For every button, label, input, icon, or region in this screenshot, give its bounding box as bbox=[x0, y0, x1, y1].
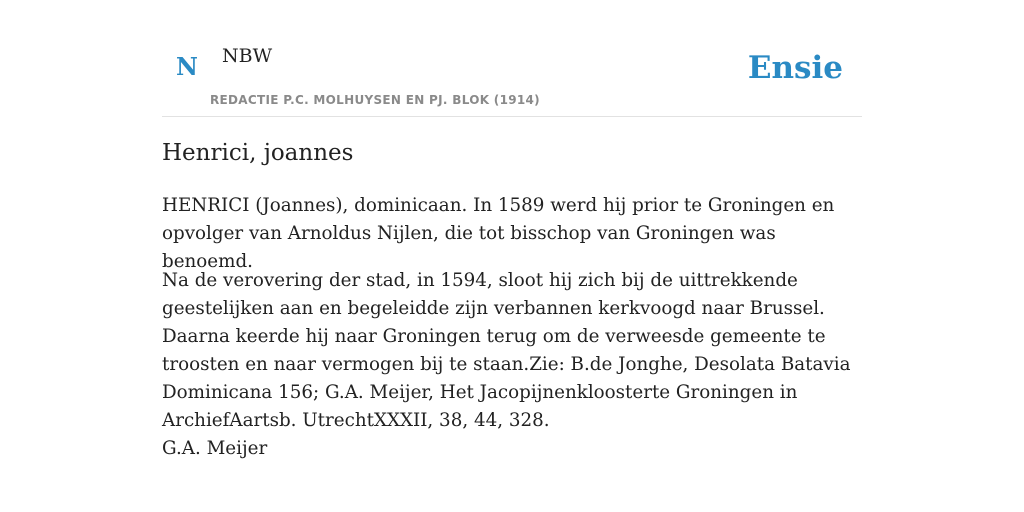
entry-paragraph: Na de verovering der stad, in 1594, sloot hij zich bij de uittrekkende geestelijken aan en begeleidde zijn verbannen kerkvoogd naar Brussel. Daarna keerde hij naar Groningen terug om de verweesde gemeente te troosten en naar vermogen bij te staan.Zie: B.de Jonghe, Desolata Batavia Dominicana 156; G.A. Meijer, Het Jacopijnenkloosterte Groningen in ArchiefAartsb. UtrechtXXXII, 38, 44, 328. bbox=[162, 270, 851, 431]
source-logo[interactable]: N bbox=[176, 52, 198, 81]
brand-logo-link[interactable]: Ensie bbox=[747, 50, 843, 86]
header bbox=[162, 0, 862, 117]
entry-author: G.A. Meijer bbox=[162, 438, 268, 459]
entry-title: Henrici, joannes bbox=[162, 140, 354, 166]
source-subtitle: REDACTIE P.C. MOLHUYSEN EN PJ. BLOK (1914) bbox=[210, 93, 540, 107]
entry-paragraph: HENRICI (Joannes), dominicaan. In 1589 werd hij prior te Groningen en opvolger van Arnoldus Nijlen, die tot bisschop van Groningen was benoemd. bbox=[162, 195, 835, 272]
source-title-link[interactable]: NBW bbox=[222, 45, 273, 67]
